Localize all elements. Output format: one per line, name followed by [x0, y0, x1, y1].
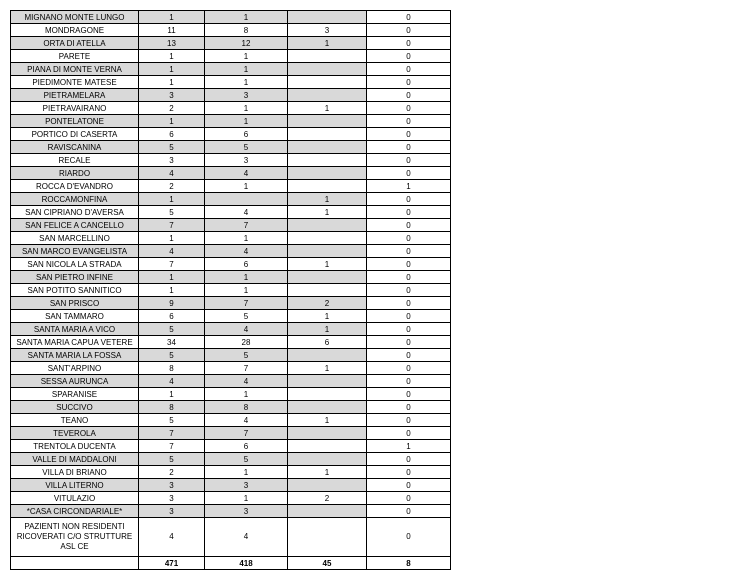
table-row [11, 505, 451, 518]
value-cell-a: 3 [139, 505, 205, 518]
value-cell-c [288, 271, 367, 284]
total-a-cell: 471 [139, 557, 205, 570]
value-cell-c [288, 180, 367, 193]
value-cell-d: 0 [367, 479, 451, 492]
comune-cell: PONTELATONE [11, 115, 139, 128]
value-cell-a: 5 [139, 349, 205, 362]
value-cell-b: 4 [205, 206, 288, 219]
value-cell-a: 3 [139, 154, 205, 167]
comune-cell: TEVEROLA [11, 427, 139, 440]
value-cell-b: 7 [205, 427, 288, 440]
value-cell-a: 1 [139, 115, 205, 128]
value-cell-c: 1 [288, 466, 367, 479]
value-cell-b: 6 [205, 440, 288, 453]
value-cell-b: 1 [205, 50, 288, 63]
table-row [11, 128, 451, 141]
value-cell-d: 0 [367, 50, 451, 63]
value-cell-b: 28 [205, 336, 288, 349]
value-cell-b: 1 [205, 388, 288, 401]
comune-cell: *CASA CIRCONDARIALE* [11, 505, 139, 518]
table-row [11, 297, 451, 310]
value-cell-d: 0 [367, 76, 451, 89]
comune-cell: SAN NICOLA LA STRADA [11, 258, 139, 271]
value-cell-c [288, 388, 367, 401]
table-row [11, 167, 451, 180]
value-cell-d: 0 [367, 362, 451, 375]
value-cell-d: 0 [367, 427, 451, 440]
value-cell-d: 0 [367, 401, 451, 414]
value-cell-b: 1 [205, 11, 288, 24]
value-cell-c: 1 [288, 37, 367, 50]
value-cell-c [288, 505, 367, 518]
value-cell-d: 0 [367, 518, 451, 557]
value-cell-d: 0 [367, 154, 451, 167]
value-cell-b: 3 [205, 154, 288, 167]
table-row [11, 206, 451, 219]
table-row [11, 50, 451, 63]
value-cell-c: 1 [288, 310, 367, 323]
value-cell-c [288, 167, 367, 180]
comune-cell: RAVISCANINA [11, 141, 139, 154]
value-cell-c [288, 154, 367, 167]
value-cell-a: 4 [139, 167, 205, 180]
table-row [11, 336, 451, 349]
comune-cell: MONDRAGONE [11, 24, 139, 37]
value-cell-a: 9 [139, 297, 205, 310]
comune-cell: PIETRAVAIRANO [11, 102, 139, 115]
value-cell-a: 1 [139, 50, 205, 63]
value-cell-d: 0 [367, 232, 451, 245]
value-cell-a: 1 [139, 284, 205, 297]
value-cell-d: 0 [367, 388, 451, 401]
table-row [11, 466, 451, 479]
value-cell-d: 0 [367, 206, 451, 219]
value-cell-b: 5 [205, 349, 288, 362]
value-cell-a: 5 [139, 414, 205, 427]
value-cell-c [288, 453, 367, 466]
value-cell-a: 5 [139, 206, 205, 219]
table-row [11, 141, 451, 154]
value-cell-a: 2 [139, 466, 205, 479]
value-cell-b: 1 [205, 232, 288, 245]
total-b-cell: 418 [205, 557, 288, 570]
value-cell-c [288, 245, 367, 258]
value-cell-a: 7 [139, 219, 205, 232]
value-cell-b: 1 [205, 115, 288, 128]
value-cell-c: 1 [288, 102, 367, 115]
covid-municipality-table [10, 10, 451, 570]
table-row [11, 180, 451, 193]
value-cell-a: 8 [139, 362, 205, 375]
comune-cell: SAN POTITO SANNITICO [11, 284, 139, 297]
table-row [11, 11, 451, 24]
comune-cell: TRENTOLA DUCENTA [11, 440, 139, 453]
value-cell-c [288, 115, 367, 128]
comune-cell: MIGNANO MONTE LUNGO [11, 11, 139, 24]
table-row [11, 154, 451, 167]
comune-cell: SESSA AURUNCA [11, 375, 139, 388]
value-cell-c: 2 [288, 492, 367, 505]
value-cell-d: 0 [367, 193, 451, 206]
value-cell-c: 1 [288, 362, 367, 375]
value-cell-a: 8 [139, 401, 205, 414]
value-cell-c [288, 284, 367, 297]
value-cell-b: 3 [205, 505, 288, 518]
comune-cell: SUCCIVO [11, 401, 139, 414]
value-cell-d: 0 [367, 128, 451, 141]
table-row [11, 388, 451, 401]
value-cell-b: 1 [205, 492, 288, 505]
value-cell-c: 1 [288, 206, 367, 219]
value-cell-b: 1 [205, 271, 288, 284]
value-cell-a: 5 [139, 453, 205, 466]
total-d-cell: 8 [367, 557, 451, 570]
table-row [11, 219, 451, 232]
comune-cell: SAN FELICE A CANCELLO [11, 219, 139, 232]
value-cell-a: 5 [139, 141, 205, 154]
value-cell-b: 4 [205, 375, 288, 388]
comune-cell: SANT'ARPINO [11, 362, 139, 375]
value-cell-b: 4 [205, 323, 288, 336]
value-cell-c: 6 [288, 336, 367, 349]
table-row [11, 375, 451, 388]
value-cell-d: 0 [367, 219, 451, 232]
value-cell-b: 1 [205, 102, 288, 115]
value-cell-d: 0 [367, 297, 451, 310]
value-cell-d: 0 [367, 310, 451, 323]
value-cell-a: 3 [139, 479, 205, 492]
comune-cell: SAN MARCELLINO [11, 232, 139, 245]
value-cell-c: 2 [288, 297, 367, 310]
comune-cell: RECALE [11, 154, 139, 167]
comune-cell: VALLE DI MADDALONI [11, 453, 139, 466]
table-row [11, 24, 451, 37]
value-cell-d: 0 [367, 271, 451, 284]
comune-cell: ORTA DI ATELLA [11, 37, 139, 50]
value-cell-a: 4 [139, 518, 205, 557]
value-cell-d: 0 [367, 349, 451, 362]
comune-cell: RIARDO [11, 167, 139, 180]
value-cell-d: 0 [367, 505, 451, 518]
table-row [11, 323, 451, 336]
value-cell-b: 12 [205, 37, 288, 50]
value-cell-a: 2 [139, 102, 205, 115]
value-cell-b: 4 [205, 245, 288, 258]
table-row [11, 271, 451, 284]
table-row [11, 440, 451, 453]
table-row [11, 401, 451, 414]
value-cell-c [288, 518, 367, 557]
comune-cell: PIANA DI MONTE VERNA [11, 63, 139, 76]
value-cell-b: 8 [205, 24, 288, 37]
value-cell-a: 6 [139, 128, 205, 141]
value-cell-d: 0 [367, 102, 451, 115]
value-cell-a: 1 [139, 271, 205, 284]
value-cell-c [288, 232, 367, 245]
value-cell-b: 6 [205, 128, 288, 141]
comune-cell: SAN CIPRIANO D'AVERSA [11, 206, 139, 219]
table-row [11, 310, 451, 323]
value-cell-c [288, 349, 367, 362]
value-cell-b: 5 [205, 141, 288, 154]
comune-cell: PARETE [11, 50, 139, 63]
value-cell-b: 3 [205, 89, 288, 102]
value-cell-d: 1 [367, 180, 451, 193]
comune-cell: SANTA MARIA LA FOSSA [11, 349, 139, 362]
value-cell-a: 1 [139, 76, 205, 89]
value-cell-b: 7 [205, 297, 288, 310]
comune-cell: SANTA MARIA CAPUA VETERE [11, 336, 139, 349]
value-cell-b: 1 [205, 76, 288, 89]
table-row [11, 89, 451, 102]
value-cell-c [288, 63, 367, 76]
table-row [11, 37, 451, 50]
table-row [11, 479, 451, 492]
comune-cell: VILLA LITERNO [11, 479, 139, 492]
value-cell-c [288, 219, 367, 232]
value-cell-a: 3 [139, 89, 205, 102]
value-cell-d: 0 [367, 284, 451, 297]
comune-cell: ROCCA D'EVANDRO [11, 180, 139, 193]
value-cell-a: 1 [139, 232, 205, 245]
value-cell-d: 0 [367, 63, 451, 76]
table-row [11, 453, 451, 466]
value-cell-c: 1 [288, 323, 367, 336]
value-cell-d: 0 [367, 37, 451, 50]
value-cell-d: 0 [367, 492, 451, 505]
value-cell-b: 1 [205, 63, 288, 76]
value-cell-d: 0 [367, 245, 451, 258]
value-cell-d: 0 [367, 414, 451, 427]
comune-cell: VITULAZIO [11, 492, 139, 505]
value-cell-c [288, 401, 367, 414]
value-cell-c [288, 141, 367, 154]
comune-cell: PAZIENTI NON RESIDENTI RICOVERATI C/O STRUTTURE ASL CE [11, 518, 139, 557]
value-cell-b: 5 [205, 310, 288, 323]
table-body [11, 11, 451, 557]
value-cell-d: 0 [367, 453, 451, 466]
table-row [11, 518, 451, 557]
value-cell-c: 1 [288, 258, 367, 271]
value-cell-c [288, 50, 367, 63]
value-cell-b: 4 [205, 414, 288, 427]
value-cell-c [288, 76, 367, 89]
value-cell-b: 1 [205, 180, 288, 193]
value-cell-d: 0 [367, 466, 451, 479]
value-cell-b: 6 [205, 258, 288, 271]
value-cell-a: 6 [139, 310, 205, 323]
table-row [11, 284, 451, 297]
value-cell-b: 7 [205, 362, 288, 375]
value-cell-c [288, 479, 367, 492]
value-cell-c: 3 [288, 24, 367, 37]
value-cell-c [288, 128, 367, 141]
table-row [11, 258, 451, 271]
value-cell-a: 2 [139, 180, 205, 193]
value-cell-d: 0 [367, 336, 451, 349]
value-cell-a: 11 [139, 24, 205, 37]
value-cell-b: 4 [205, 518, 288, 557]
table-row [11, 492, 451, 505]
value-cell-b [205, 193, 288, 206]
comune-cell: TEANO [11, 414, 139, 427]
value-cell-d: 0 [367, 24, 451, 37]
value-cell-a: 34 [139, 336, 205, 349]
value-cell-d: 1 [367, 440, 451, 453]
comune-cell: SAN PIETRO INFINE [11, 271, 139, 284]
value-cell-b: 3 [205, 479, 288, 492]
value-cell-d: 0 [367, 11, 451, 24]
value-cell-a: 3 [139, 492, 205, 505]
table-row [11, 362, 451, 375]
value-cell-b: 7 [205, 219, 288, 232]
value-cell-b: 1 [205, 466, 288, 479]
value-cell-d: 0 [367, 258, 451, 271]
value-cell-b: 1 [205, 284, 288, 297]
comune-cell: SAN TAMMARO [11, 310, 139, 323]
value-cell-d: 0 [367, 323, 451, 336]
value-cell-c [288, 440, 367, 453]
table-row [11, 414, 451, 427]
comune-cell: ROCCAMONFINA [11, 193, 139, 206]
table-row [11, 349, 451, 362]
table-row [11, 102, 451, 115]
value-cell-d: 0 [367, 167, 451, 180]
comune-cell: SAN MARCO EVANGELISTA [11, 245, 139, 258]
value-cell-d: 0 [367, 141, 451, 154]
table-row [11, 115, 451, 128]
value-cell-a: 1 [139, 193, 205, 206]
value-cell-a: 7 [139, 440, 205, 453]
table-row [11, 63, 451, 76]
comune-cell: PIETRAMELARA [11, 89, 139, 102]
comune-cell: SANTA MARIA A VICO [11, 323, 139, 336]
table-row [11, 245, 451, 258]
value-cell-d: 0 [367, 89, 451, 102]
value-cell-c: 1 [288, 414, 367, 427]
value-cell-d: 0 [367, 375, 451, 388]
comune-cell: PORTICO DI CASERTA [11, 128, 139, 141]
value-cell-c [288, 427, 367, 440]
comune-cell: VILLA DI BRIANO [11, 466, 139, 479]
value-cell-c [288, 11, 367, 24]
value-cell-a: 4 [139, 375, 205, 388]
value-cell-a: 7 [139, 427, 205, 440]
comune-cell: PIEDIMONTE MATESE [11, 76, 139, 89]
value-cell-a: 4 [139, 245, 205, 258]
table-row [11, 76, 451, 89]
comune-cell: SAN PRISCO [11, 297, 139, 310]
value-cell-d: 0 [367, 115, 451, 128]
value-cell-a: 1 [139, 11, 205, 24]
table-row [11, 193, 451, 206]
value-cell-b: 5 [205, 453, 288, 466]
value-cell-a: 7 [139, 258, 205, 271]
value-cell-a: 13 [139, 37, 205, 50]
value-cell-a: 1 [139, 388, 205, 401]
value-cell-b: 4 [205, 167, 288, 180]
total-c-cell: 45 [288, 557, 367, 570]
value-cell-a: 5 [139, 323, 205, 336]
value-cell-c: 1 [288, 193, 367, 206]
value-cell-c [288, 89, 367, 102]
value-cell-b: 8 [205, 401, 288, 414]
value-cell-c [288, 375, 367, 388]
value-cell-a: 1 [139, 63, 205, 76]
table-row [11, 232, 451, 245]
table-row [11, 427, 451, 440]
comune-cell: SPARANISE [11, 388, 139, 401]
